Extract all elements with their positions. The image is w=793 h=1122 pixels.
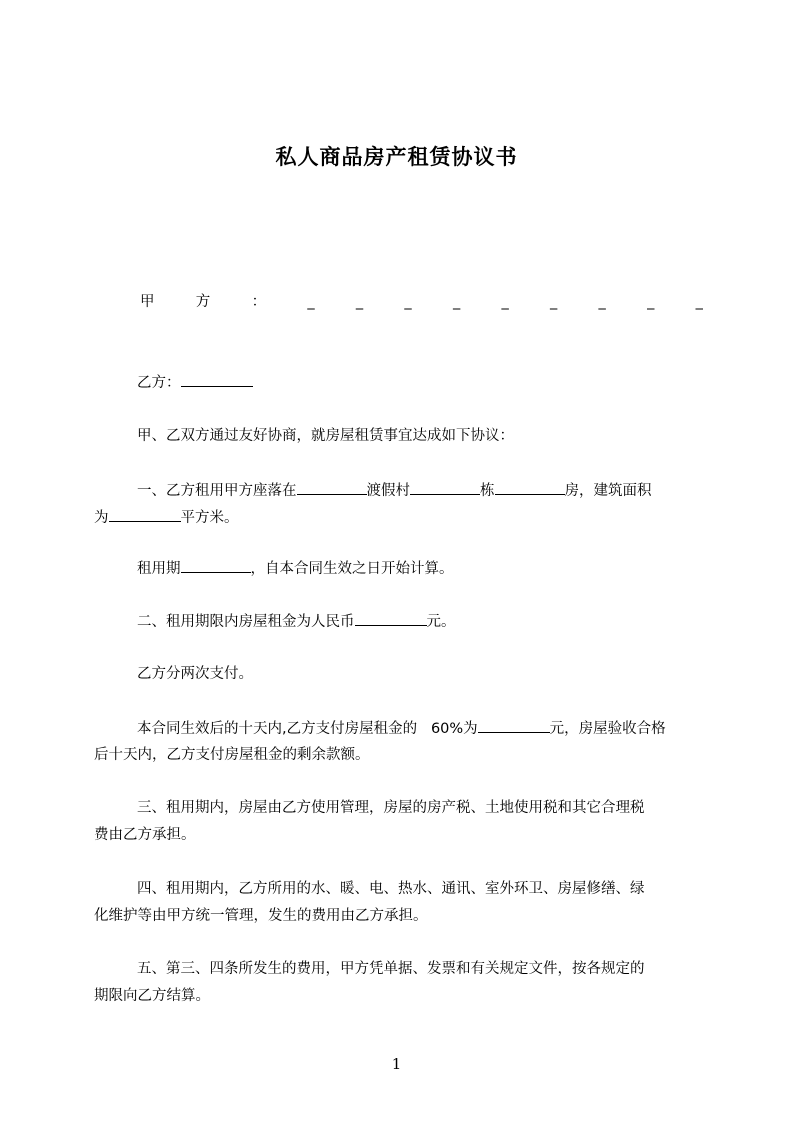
party-a-dash: _ <box>695 294 703 310</box>
clause-1-text: 渡假村 <box>366 483 410 499</box>
party-a-char1: 甲 <box>140 294 155 310</box>
location-blank <box>297 480 367 495</box>
payment-percent: 60%为 <box>430 721 478 737</box>
party-a-dash: _ <box>550 294 558 310</box>
clause-4-line-2: 化维护等由甲方统一管理，发生的费用由乙方承担。 <box>94 908 428 924</box>
party-b-label: 乙方： <box>137 375 181 391</box>
payment-text: 本合同生效后的十天内,乙方支付房屋租金的 <box>137 721 418 737</box>
rent-amount-blank <box>355 611 427 626</box>
party-a-dash: _ <box>307 294 315 310</box>
party-a-dash: _ <box>647 294 655 310</box>
payment-line-1 <box>137 718 757 739</box>
clause-1-text: 房，建筑面积 <box>564 483 652 499</box>
deposit-blank <box>478 718 550 733</box>
party-a-dash: _ <box>598 294 606 310</box>
lease-term-line <box>137 558 757 579</box>
clause-2-text: 二、租用期限内房屋租金为人民币 <box>137 614 355 630</box>
intro-paragraph: 甲、乙双方通过友好协商，就房屋租赁事宜达成如下协议： <box>137 428 514 444</box>
party-a-dash: _ <box>404 294 412 310</box>
page-number: 1 <box>391 1055 402 1073</box>
area-blank <box>109 507 181 522</box>
installments-line: 乙方分两次支付。 <box>137 666 253 682</box>
clause-1-text: 为 <box>94 510 109 526</box>
party-a-dash: _ <box>452 294 461 310</box>
clause-1-text: 栋 <box>480 483 495 499</box>
clause-5-line-2: 期限向乙方结算。 <box>94 988 210 1004</box>
lease-term-text: 租用期 <box>137 561 181 577</box>
party-a-dash: _ <box>355 294 364 310</box>
clause-1-text: 一、乙方租用甲方座落在 <box>137 483 297 499</box>
clause-2-line <box>137 611 757 632</box>
party-a-char2: 方 <box>195 294 211 310</box>
clause-1-text: 平方米。 <box>180 510 239 526</box>
building-blank <box>495 480 565 495</box>
payment-line-2: 后十天内，乙方支付房屋租金的剩余款额。 <box>94 747 370 763</box>
party-a-dash: _ <box>501 294 509 310</box>
clause-1-line-1 <box>137 480 757 501</box>
lease-term-blank <box>181 558 251 573</box>
clause-5-line-1: 五、第三、四条所发生的费用，甲方凭单据、发票和有关规定文件，按各规定的 <box>137 961 645 977</box>
party-b-blank <box>181 372 253 387</box>
party-a-colon: ： <box>251 294 267 310</box>
clause-3-line-2: 费由乙方承担。 <box>94 827 196 843</box>
clause-4-line-1: 四、租用期内，乙方所用的水、暖、电、热水、通讯、室外环卫、房屋修缮、绿 <box>137 881 645 897</box>
clause-1-line-2 <box>94 507 714 528</box>
village-blank <box>410 480 480 495</box>
clause-3-line-1: 三、租用期内，房屋由乙方使用管理，房屋的房产税、土地使用税和其它合理税 <box>137 800 645 816</box>
document-title: 私人商品房产租赁协议书 <box>275 145 518 169</box>
party-a-line <box>140 292 703 312</box>
clause-2-text: 元。 <box>426 614 456 630</box>
payment-text: 元，房屋验收合格 <box>549 721 666 737</box>
party-b-line <box>137 372 757 393</box>
lease-term-text: ，自本合同生效之日开始计算。 <box>250 561 454 577</box>
